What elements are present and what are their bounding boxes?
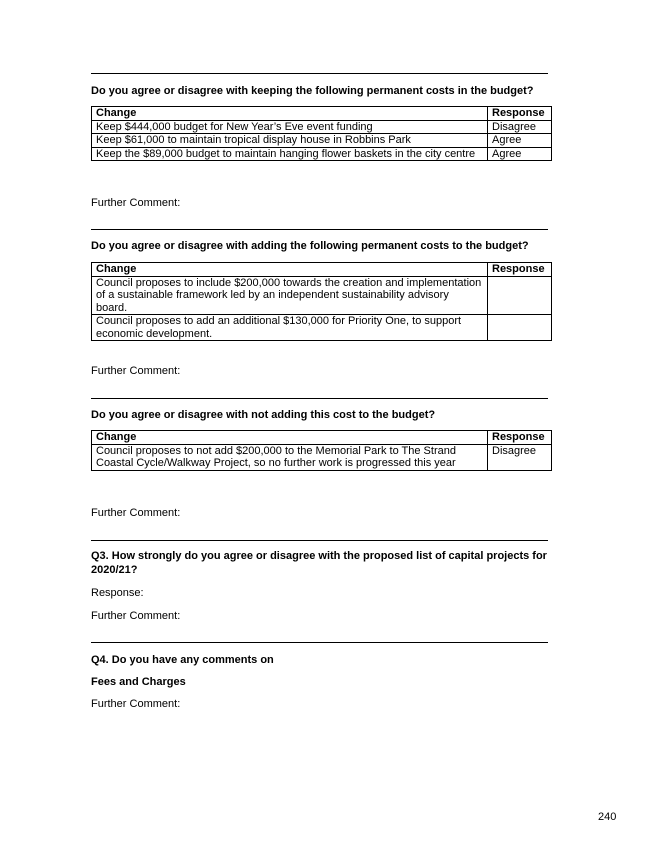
further-comment-label: Further Comment: — [91, 197, 181, 209]
column-header-response: Response — [488, 107, 552, 121]
table-header-row — [92, 431, 552, 445]
question-heading: Q4. Do you have any comments on — [91, 654, 274, 666]
survey-table — [91, 430, 552, 471]
survey-table — [91, 106, 552, 161]
question-heading: Do you agree or disagree with adding the following permanent costs to the budget? — [91, 240, 529, 252]
table-row — [92, 444, 552, 470]
divider-rule — [91, 73, 548, 74]
table-row — [92, 134, 552, 148]
table-row — [92, 120, 552, 134]
change-cell: Council proposes to include $200,000 towards the creation and implementation of a sustainable framework led by an independent sustainability advisory board. — [92, 276, 488, 315]
change-cell: Keep the $89,000 budget to maintain hanging flower baskets in the city centre — [92, 147, 488, 161]
column-header-change: Change — [92, 263, 488, 277]
further-comment-label: Further Comment: — [91, 698, 181, 710]
response-cell: Disagree — [488, 120, 552, 134]
table-row — [92, 147, 552, 161]
change-cell: Keep $444,000 budget for New Year’s Eve event funding — [92, 120, 488, 134]
column-header-response: Response — [488, 431, 552, 445]
question-heading: Q3. How strongly do you agree or disagree with the proposed list of capital projects for 2020/21? — [91, 550, 547, 576]
survey-table — [91, 262, 552, 341]
further-comment-label: Further Comment: — [91, 365, 181, 377]
response-cell — [488, 276, 552, 315]
response-cell: Agree — [488, 134, 552, 148]
question-heading: Do you agree or disagree with not adding this cost to the budget? — [91, 409, 436, 421]
table-row — [92, 315, 552, 341]
further-comment-label: Further Comment: — [91, 610, 181, 622]
response-label: Response: — [91, 587, 144, 599]
table-header-row — [92, 263, 552, 277]
column-header-response: Response — [488, 263, 552, 277]
change-cell: Council proposes to not add $200,000 to the Memorial Park to The Strand Coastal Cycle/Walkway Project, so no further work is progressed this year — [92, 444, 488, 470]
divider-rule — [91, 540, 548, 541]
column-header-change: Change — [92, 107, 488, 121]
table-row — [92, 276, 552, 315]
table-header-row — [92, 107, 552, 121]
divider-rule — [91, 229, 548, 230]
response-cell — [488, 315, 552, 341]
divider-rule — [91, 398, 548, 399]
divider-rule — [91, 642, 548, 643]
change-cell: Council proposes to add an additional $130,000 for Priority One, to support economic development. — [92, 315, 488, 341]
change-cell: Keep $61,000 to maintain tropical display house in Robbins Park — [92, 134, 488, 148]
column-header-change: Change — [92, 431, 488, 445]
subheading: Fees and Charges — [91, 676, 186, 688]
question-heading: Do you agree or disagree with keeping the following permanent costs in the budget? — [91, 85, 534, 97]
further-comment-label: Further Comment: — [91, 507, 181, 519]
page-number: 240 — [598, 811, 617, 823]
response-cell: Agree — [488, 147, 552, 161]
response-cell: Disagree — [488, 444, 552, 470]
